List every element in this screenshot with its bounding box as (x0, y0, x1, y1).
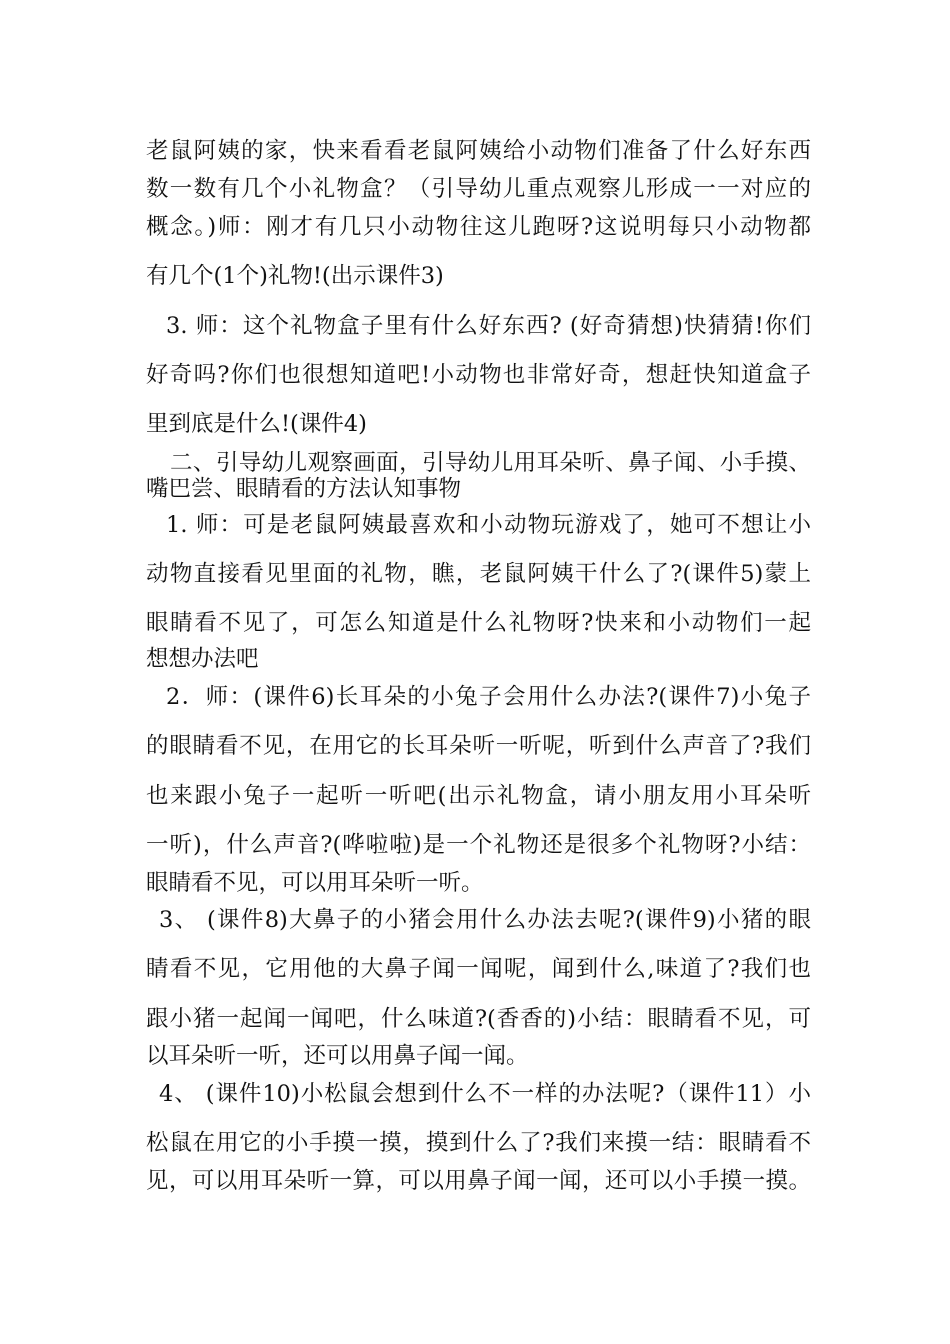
text-line: 3. 师：这个礼物盒子里有什么好东西? (好奇猜想)快猜猜!你们 (166, 313, 811, 339)
text-line: 一听)，什么声音?(哗啦啦)是一个礼物还是很多个礼物呀?小结： (146, 832, 811, 858)
text-line: 3、 (课件8)大鼻子的小猪会用什么办法去呢?(课件9)小猪的眼 (159, 907, 811, 933)
text-line: 的眼睛看不见，在用它的长耳朵听一听呢，听到什么声音了?我们 (146, 733, 811, 759)
text-line: 老鼠阿姨的家，快来看看老鼠阿姨给小动物们准备了什么好东西 (146, 138, 811, 164)
text-line: 动物直接看见里面的礼物，瞧，老鼠阿姨干什么了?(课件5)蒙上 (146, 561, 811, 587)
text-line: 好奇吗?你们也很想知道吧!小动物也非常好奇，想赶快知道盒子 (146, 362, 811, 388)
section-heading-line: 嘴巴尝、眼睛看的方法认知事物 (146, 476, 462, 502)
text-line: 里到底是什么!(课件4) (146, 411, 367, 437)
section-heading-line: 二、引导幼儿观察画面，引导幼儿用耳朵听、鼻子闻、小手摸、 (170, 450, 811, 476)
text-line: 眼睛看不见，可以用耳朵听一听。 (146, 870, 484, 896)
text-line: 也来跟小兔子一起听一听吧(出示礼物盒，请小朋友用小耳朵听 (146, 783, 811, 809)
text-line: 4、 (课件10)小松鼠会想到什么不一样的办法呢?（课件11）小 (159, 1081, 811, 1107)
text-line: 概念。)师：刚才有几只小动物往这儿跑呀?这说明每只小动物都 (146, 214, 811, 240)
text-line: 想想办法吧 (146, 646, 259, 672)
text-line: 2．师：(课件6)长耳朵的小兔子会用什么办法?(课件7)小兔子 (166, 684, 811, 710)
text-line: 1. 师：可是老鼠阿姨最喜欢和小动物玩游戏了，她可不想让小 (166, 512, 811, 538)
text-line: 睛看不见，它用他的大鼻子闻一闻呢，闻到什么,味道了?我们也 (146, 956, 811, 982)
text-line: 数一数有几个小礼物盒？（引导幼儿重点观察儿形成一一对应的 (146, 176, 811, 202)
text-line: 眼睛看不见了，可怎么知道是什么礼物呀?快来和小动物们一起 (146, 610, 811, 636)
text-line: 见，可以用耳朵听一算，可以用鼻子闻一闻，还可以小手摸一摸。 (146, 1168, 811, 1194)
text-line: 松鼠在用它的小手摸一摸，摸到什么了?我们来摸一结：眼睛看不 (146, 1130, 811, 1156)
text-line: 跟小猪一起闻一闻吧，什么味道?(香香的)小结：眼睛看不见，可 (146, 1006, 811, 1032)
text-line: 有几个(1个)礼物!(出示课件3) (146, 263, 444, 289)
text-line: 以耳朵听一听，还可以用鼻子闻一闻。 (146, 1043, 529, 1069)
